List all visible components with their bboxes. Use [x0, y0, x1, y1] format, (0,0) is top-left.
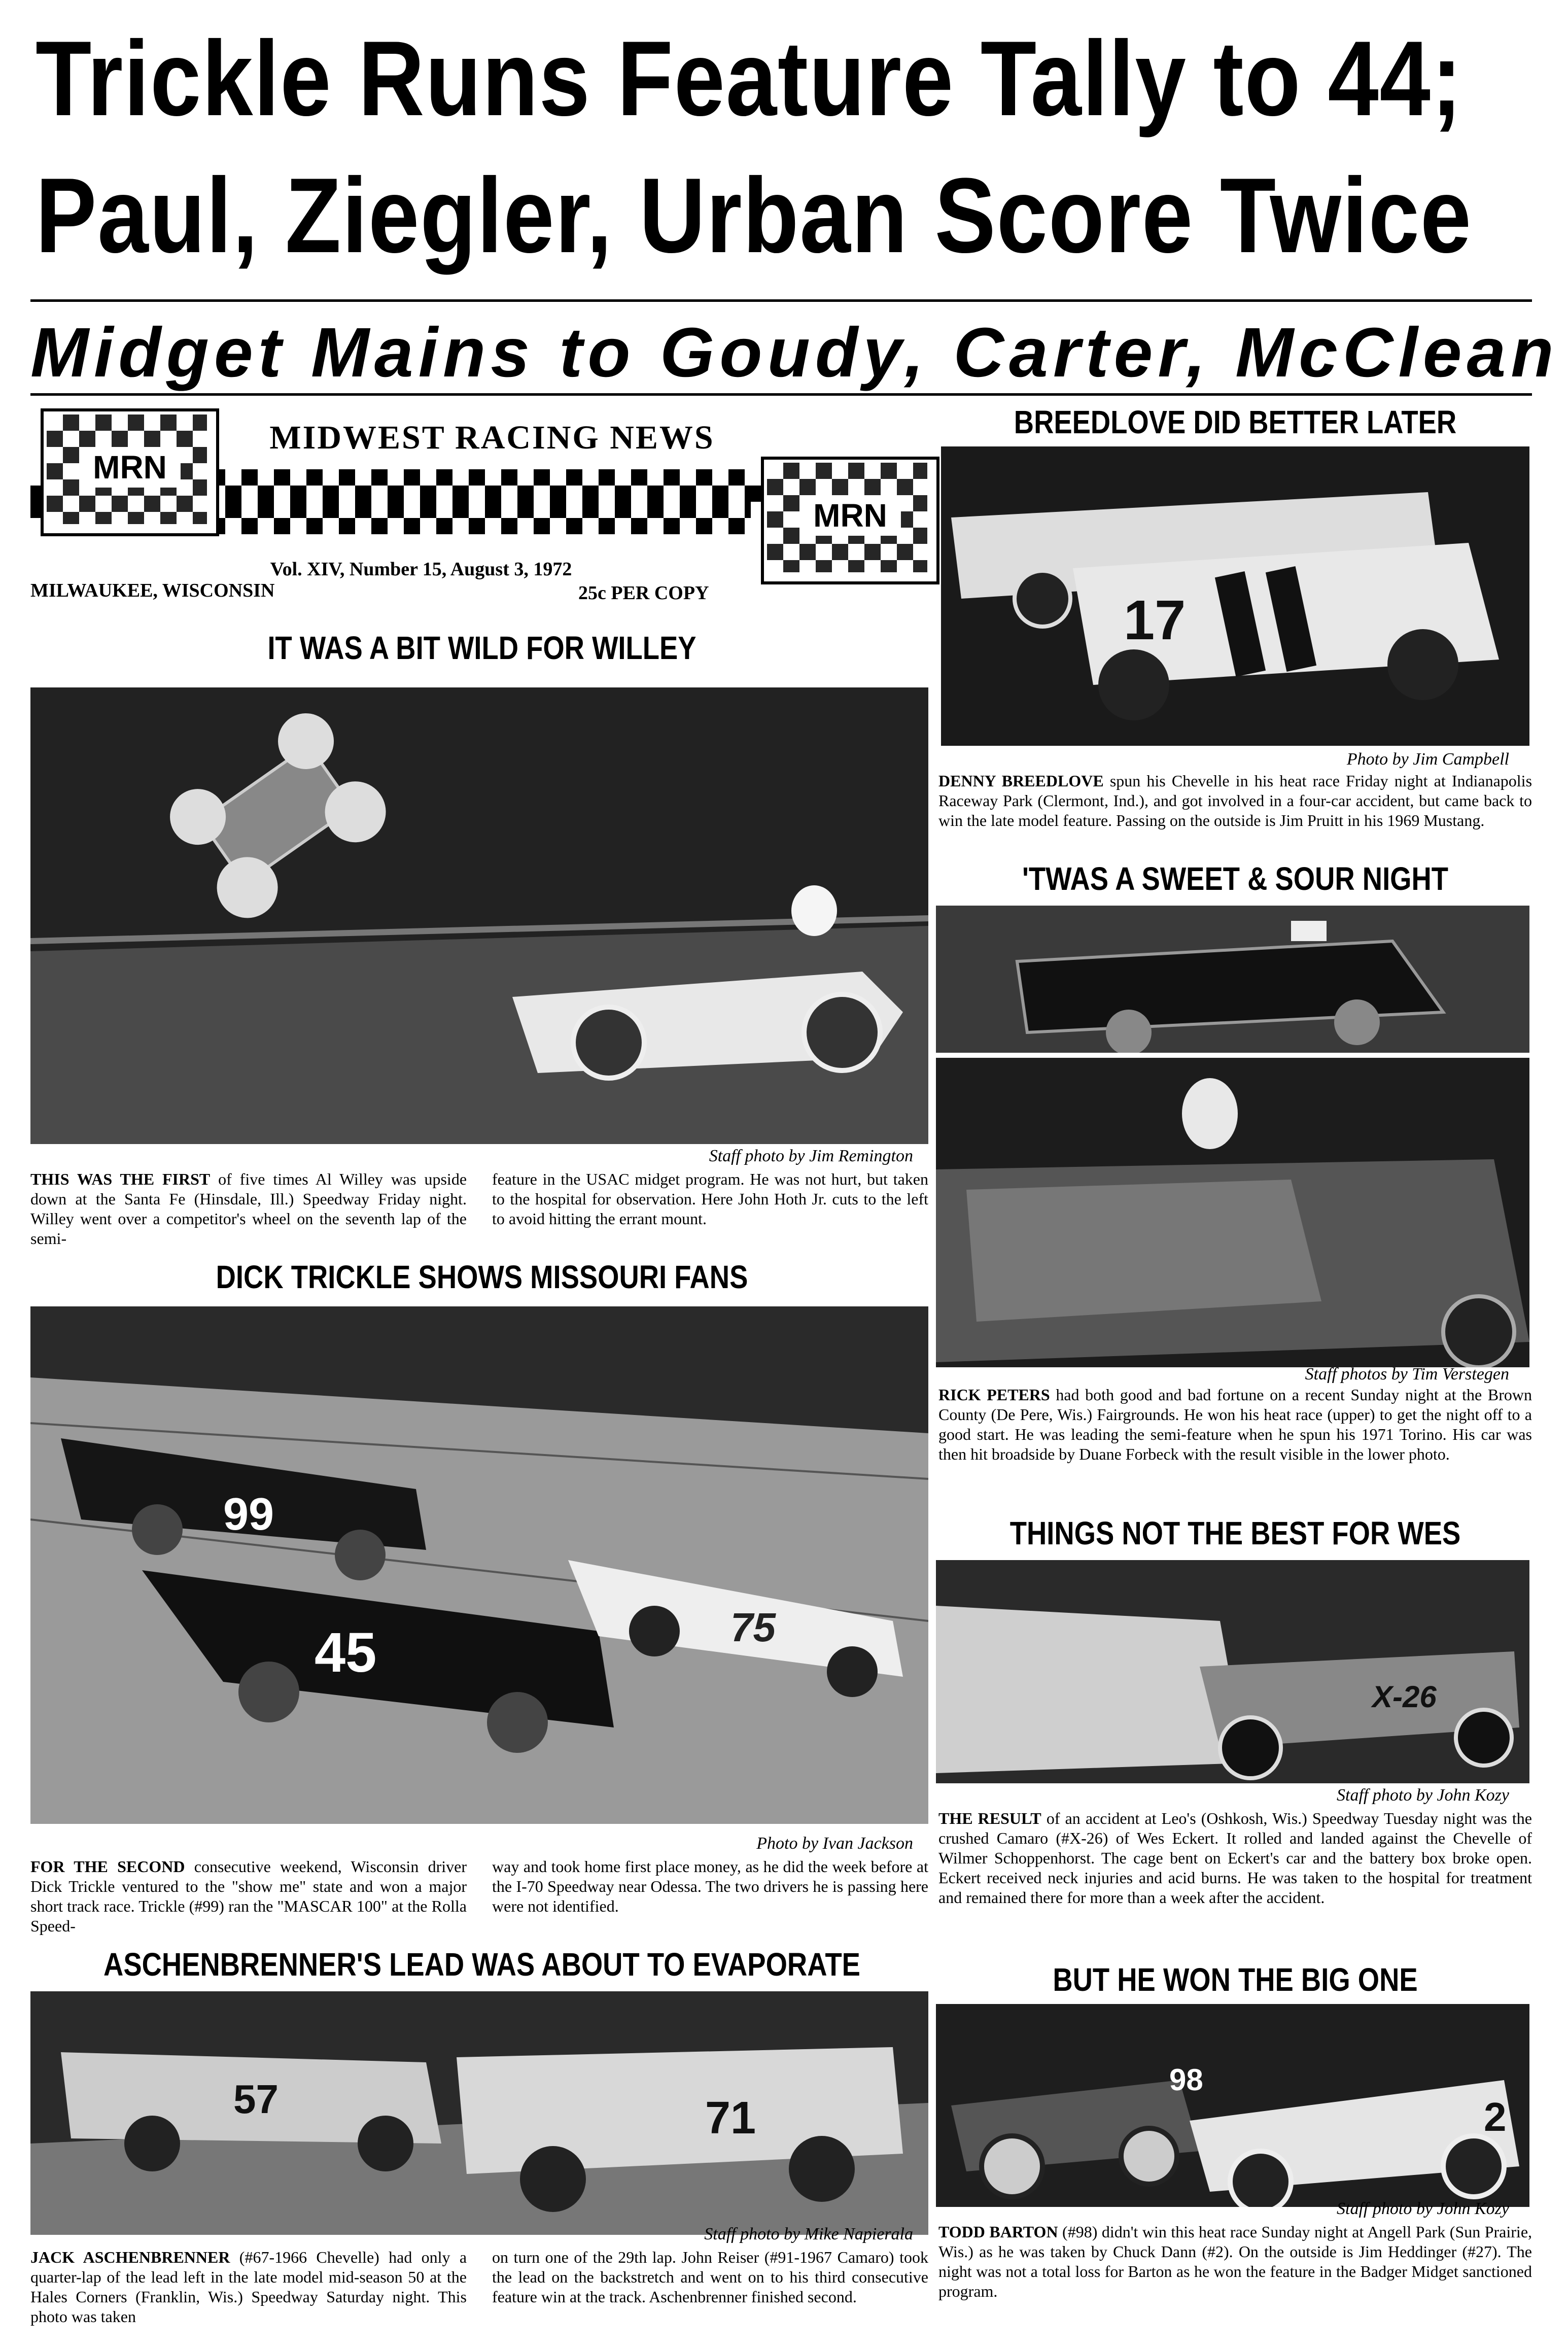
breedlove-photo [941, 446, 1529, 746]
subheadline: Midget Mains to Goudy, Carter, McClean [30, 314, 1559, 392]
willey-photo [30, 687, 928, 1144]
car-45-number: 45 [315, 1621, 377, 1684]
caption-text: spun his Chevelle in his heat race Friday night at Indianapolis Raceway Park (Clermont, Ind.), and got involved in a four-car accident, but came back to win the late model feature. Passing on the outside is Jim Pruitt in his 1969 Mustang. [938, 772, 1532, 830]
caption-lead: THIS WAS THE FIRST [30, 1170, 211, 1188]
willey-headline: IT WAS A BIT WILD FOR WILLEY [267, 630, 696, 666]
headline-rule-bottom [30, 393, 1532, 396]
caption-text: (#67-1966 Chevelle) had only a quarter-lap of the lead left in the late model mid-season 50 at the Hales Corners (Franklin, Wis.) Speedway Saturday night. This photo was taken [30, 2248, 467, 2326]
crushed-camaro-photo [936, 1560, 1529, 1783]
stock-car-racing-photo [30, 1306, 928, 1824]
headline-rule-top [30, 299, 1532, 302]
masthead-title: MIDWEST RACING NEWS [269, 419, 715, 456]
late-model-racing-photo [30, 1991, 928, 2235]
car-2-number: 2 [1484, 2094, 1507, 2139]
willey-photo-credit: Staff photo by Jim Remington [709, 1147, 913, 1165]
trickle-caption-left [30, 1857, 467, 1936]
barton-headline: BUT HE WON THE BIG ONE [1053, 1961, 1418, 1998]
peters-photo-upper [936, 906, 1529, 1053]
caption-text: had both good and bad fortune on a recent Sunday night at the Brown County (De Pere, Wis.) Fairgrounds. He won his heat race (upper) to get the night off to a good start. He was leading the semi-feature when he spun his 1971 Torino. His car was then hit broadside by Duane Forbeck with the result visible in the lower photo. [938, 1386, 1532, 1463]
car-x26-number: X-26 [1372, 1680, 1437, 1714]
wrecked-torino-photo [936, 1058, 1529, 1367]
mrn-logo-left [41, 408, 219, 536]
badger-midget-photo [936, 2004, 1529, 2207]
aschenbrenner-caption-left [30, 2248, 467, 2327]
caption-lead: RICK PETERS [938, 1386, 1050, 1404]
headline-line-2: Paul, Ziegler, Urban Score Twice [36, 156, 1472, 275]
car-98-number: 98 [1169, 2063, 1203, 2097]
trickle-photo [30, 1306, 928, 1824]
breedlove-caption [938, 771, 1532, 831]
caption-lead: DENNY BREEDLOVE [938, 772, 1104, 790]
caption-lead: TODD BARTON [938, 2223, 1058, 2241]
aschenbrenner-photo [30, 1991, 928, 2235]
car-99-number: 99 [223, 1489, 274, 1540]
barton-photo-credit: Staff photo by John Kozy [1337, 2199, 1509, 2218]
barton-caption [938, 2222, 1532, 2301]
breedlove-photo-credit: Photo by Jim Campbell [1346, 750, 1509, 769]
headline-line-1: Trickle Runs Feature Tally to 44; [36, 19, 1463, 138]
aschenbrenner-headline: ASCHENBRENNER'S LEAD WAS ABOUT TO EVAPORATE [103, 1946, 860, 1983]
willey-caption-right: feature in the USAC midget program. He was not hurt, but taken to the hospital for observation. Here John Hoth Jr. cuts to the left to avoid hitting the errant mount. [492, 1170, 928, 1228]
caption-text: (#98) didn't win this heat race Sunday night at Angell Park (Sun Prairie, Wis.) as he was taken by Chuck Dann (#2). On the outside is Jim Heddinger (#27). The night was not a total loss for Barton as he won the feature in the Badger Midget sanctioned program. [938, 2223, 1532, 2300]
car-71-number: 71 [705, 2093, 756, 2144]
car-57-number: 57 [233, 2077, 278, 2122]
peters-caption [938, 1385, 1532, 1464]
caption-lead: THE RESULT [938, 1809, 1041, 1827]
aschenbrenner-caption-right: on turn one of the 29th lap. John Reiser (#91-1967 Camaro) took the lead on the backstretch and went on to his third consecutive feature win at the track. Aschenbrenner finished second. [492, 2248, 928, 2306]
aschenbrenner-photo-credit: Staff photo by Mike Napierala [704, 2225, 913, 2243]
logo-text: MRN [799, 495, 901, 536]
car-17-number: 17 [1124, 589, 1186, 651]
checkered-flag-icon [1291, 921, 1327, 941]
caption-text: of five times Al Willey was upside down at the Santa Fe (Hinsdale, Ill.) Speedway Friday night. Willey went over a competitor's wheel on the seventh lap of the semi- [30, 1170, 467, 1248]
late-model-spin-photo [941, 446, 1529, 746]
car-75-number: 75 [730, 1605, 776, 1650]
mrn-logo-right [761, 457, 939, 584]
winning-car-photo [936, 906, 1529, 1053]
caption-lead: FOR THE SECOND [30, 1857, 185, 1876]
masthead [30, 408, 933, 581]
trickle-photo-credit: Photo by Ivan Jackson [756, 1834, 913, 1853]
midget-racing-photo [30, 687, 928, 1144]
eckert-photo-credit: Staff photo by John Kozy [1337, 1786, 1509, 1805]
breedlove-headline: BREEDLOVE DID BETTER LATER [1014, 404, 1457, 440]
caption-text: of an accident at Leo's (Oshkosh, Wis.) Speedway Tuesday night was the crushed Camaro (#X-26) of Wes Eckert. It rolled and landed against the Chevelle of Wilmer Schoppenhorst. The cage bent on Eckert's car and the battery box broke open. Eckert received neck injuries and acid burns. He was taken to the hospital for treatment and remained there for more than a week after the accident. [938, 1809, 1532, 1907]
willey-caption-left [30, 1169, 467, 1249]
issue-price: 25c PER COPY [578, 582, 709, 604]
trickle-headline: DICK TRICKLE SHOWS MISSOURI FANS [216, 1259, 748, 1295]
issue-location: MILWAUKEE, WISCONSIN [30, 580, 275, 601]
eckert-headline: THINGS NOT THE BEST FOR WES [1009, 1515, 1461, 1551]
peters-headline: 'TWAS A SWEET & SOUR NIGHT [1022, 860, 1449, 897]
logo-text: MRN [79, 447, 181, 488]
caption-text: consecutive weekend, Wisconsin driver Dick Trickle ventured to the "show me" state and won a major short track race. Trickle (#99) ran the "MASCAR 100" at the Rolla Speed- [30, 1857, 467, 1935]
eckert-photo [936, 1560, 1529, 1783]
caption-lead: JACK ASCHENBRENNER [30, 2248, 230, 2266]
issue-volume: Vol. XIV, Number 15, August 3, 1972 [270, 559, 572, 580]
peters-photo-lower [936, 1058, 1529, 1367]
trickle-caption-right: way and took home first place money, as he did the week before at the I-70 Speedway near Odessa. The two drivers he is passing here were not identified. [492, 1857, 928, 1915]
peters-photo-credit: Staff photos by Tim Verstegen [1305, 1365, 1509, 1384]
barton-photo [936, 2004, 1529, 2207]
eckert-caption [938, 1809, 1532, 1908]
